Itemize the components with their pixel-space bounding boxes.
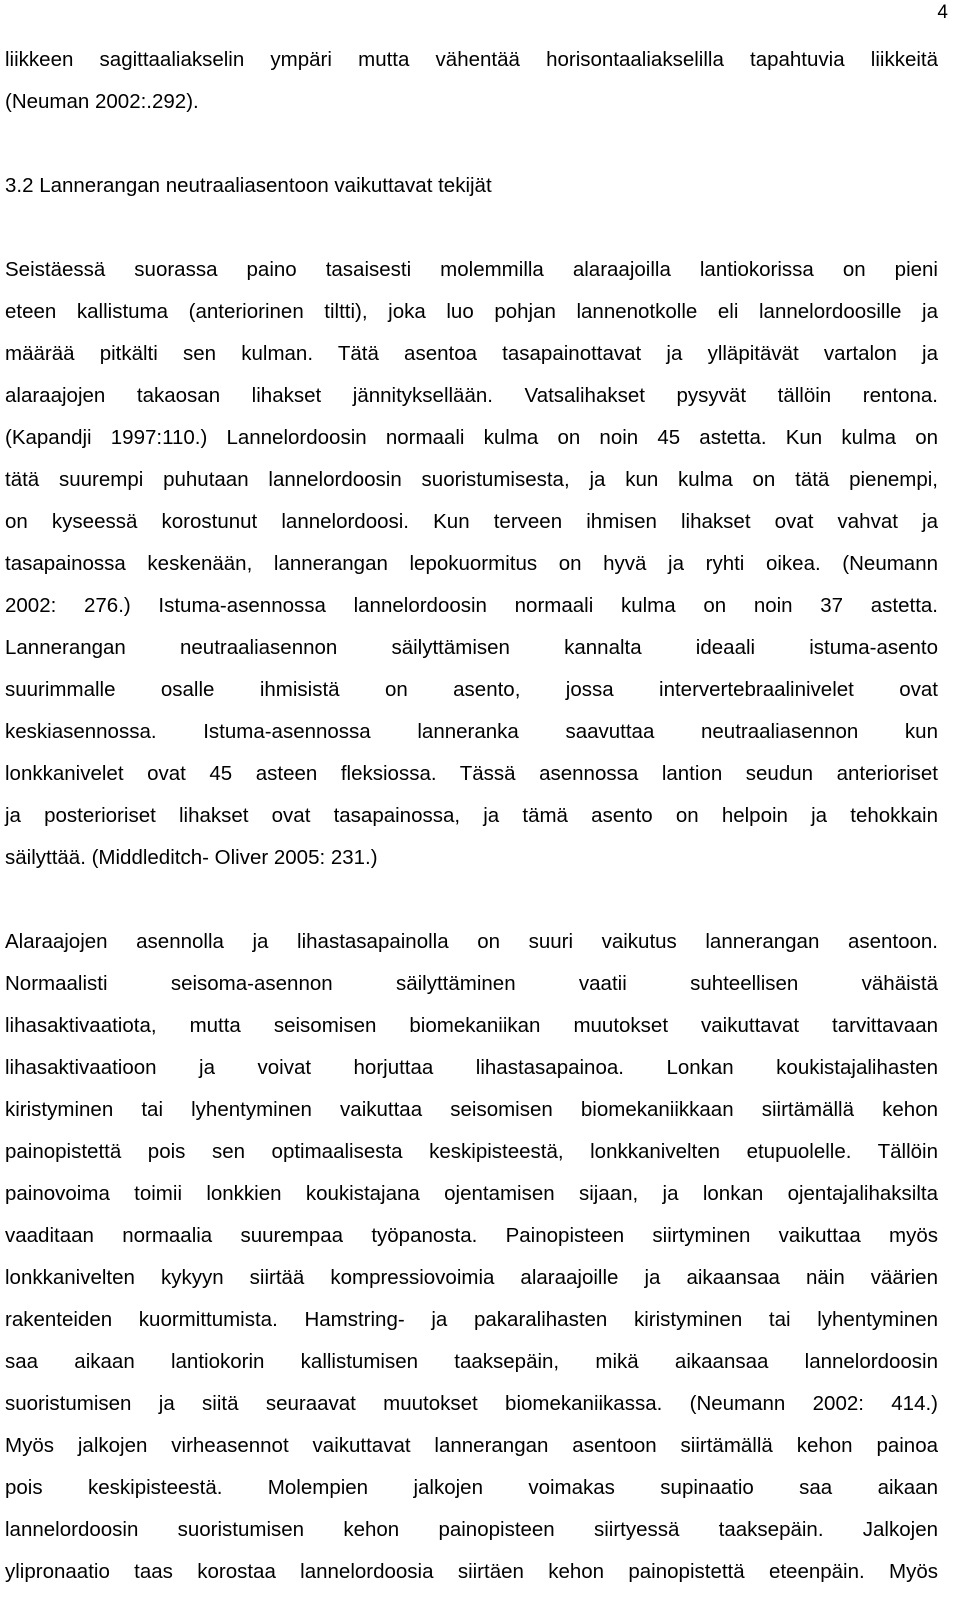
- text-line: 2002: 276.) Istuma-asennossa lannelordoosin normaali kulma on noin 37 astetta.: [5, 594, 938, 617]
- blank-line: [5, 879, 938, 921]
- text-line: suoristumisen ja siitä seuraavat muutokset biomekaniikassa. (Neumann 2002: 414.): [5, 1392, 938, 1415]
- text-line: (Kapandji 1997:110.) Lannelordoosin normaali kulma on noin 45 astetta. Kun kulma on: [5, 426, 938, 449]
- text-line: Lannerangan neutraaliasennon säilyttämisen kannalta ideaali istuma-asento: [5, 636, 938, 659]
- page-number: 4: [937, 2, 948, 23]
- text-line: lihasaktivaatioon ja voivat horjuttaa lihastasapainoa. Lonkan koukistajalihasten: [5, 1056, 938, 1079]
- text-line: Normaalisti seisoma-asennon säilyttäminen vaatii suhteellisen vähäistä: [5, 972, 938, 995]
- text-line: säilyttää. (Middleditch- Oliver 2005: 231.): [5, 846, 378, 869]
- text-line: pois keskipisteestä. Molempien jalkojen voimakas supinaatio saa aikaan: [5, 1476, 938, 1499]
- text-line: eteen kallistuma (anteriorinen tiltti), joka luo pohjan lannenotkolle eli lannelordoosille ja: [5, 300, 938, 323]
- text-line: painovoima toimii lonkkien koukistajana ojentamisen sijaan, ja lonkan ojentajalihaksilta: [5, 1182, 938, 1205]
- text-line: alaraajojen takaosan lihakset jännityksellään. Vatsalihakset pysyvät tällöin rentona.: [5, 384, 938, 407]
- text-line: painopistettä pois sen optimaalisesta keskipisteestä, lonkkanivelten etupuolelle. Tällöin: [5, 1140, 938, 1163]
- text-line: kiristyminen tai lyhentyminen vaikuttaa seisomisen biomekaniikkaan siirtämällä kehon: [5, 1098, 938, 1121]
- text-line: rakenteiden kuormittumista. Hamstring- ja pakaralihasten kiristyminen tai lyhentyminen: [5, 1308, 938, 1331]
- text-line: lihasaktivaatiota, mutta seisomisen biomekaniikan muutokset vaikuttavat tarvittavaan: [5, 1014, 938, 1037]
- text-line: (Neuman 2002:.292).: [5, 90, 199, 113]
- paragraph-1: [5, 249, 938, 879]
- text-line: vaaditaan normaalia suurempaa työpanosta. Painopisteen siirtyminen vaikuttaa myös: [5, 1224, 938, 1247]
- blank-line: [5, 123, 938, 165]
- text-line: tasapainossa keskenään, lannerangan lepokuormitus on hyvä ja ryhti oikea. (Neumann: [5, 552, 938, 575]
- section-heading: 3.2 Lannerangan neutraaliasentoon vaikuttavat tekijät: [5, 174, 492, 197]
- text-line: ja posterioriset lihakset ovat tasapainossa, ja tämä asento on helpoin ja tehokkain: [5, 804, 938, 827]
- text-line: liikkeen sagittaaliakselin ympäri mutta vähentää horisontaaliakselilla tapahtuvia liikkeitä: [5, 48, 938, 71]
- paragraph-2: [5, 921, 938, 1593]
- text-line: lonkkanivelten kykyyn siirtää kompressiovoimia alaraajoille ja aikaansaa näin väärien: [5, 1266, 938, 1289]
- text-line: tätä suurempi puhutaan lannelordoosin suoristumisesta, ja kun kulma on tätä pienempi,: [5, 468, 938, 491]
- text-line: lonkkanivelet ovat 45 asteen fleksiossa. Tässä asennossa lantion seudun anterioriset: [5, 762, 938, 785]
- text-line: suurimmalle osalle ihmisistä on asento, jossa intervertebraalinivelet ovat: [5, 678, 938, 701]
- text-line: Seistäessä suorassa paino tasaisesti molemmilla alaraajoilla lantiokorissa on pieni: [5, 258, 938, 281]
- blank-line: [5, 207, 938, 249]
- text-line: lannelordoosin suoristumisen kehon painopisteen siirtyessä taaksepäin. Jalkojen: [5, 1518, 938, 1541]
- document-body: [5, 39, 938, 1593]
- text-line: saa aikaan lantiokorin kallistumisen taaksepäin, mikä aikaansaa lannelordoosin: [5, 1350, 938, 1373]
- text-line: keskiasennossa. Istuma-asennossa lanneranka saavuttaa neutraaliasennon kun: [5, 720, 938, 743]
- text-line: Alaraajojen asennolla ja lihastasapainolla on suuri vaikutus lannerangan asentoon.: [5, 930, 938, 953]
- text-line: on kyseessä korostunut lannelordoosi. Kun terveen ihmisen lihakset ovat vahvat ja: [5, 510, 938, 533]
- text-line: Myös jalkojen virheasennot vaikuttavat lannerangan asentoon siirtämällä kehon painoa: [5, 1434, 938, 1457]
- text-line: määrää pitkälti sen kulman. Tätä asentoa tasapainottavat ja ylläpitävät vartalon ja: [5, 342, 938, 365]
- text-line: ylipronaatio taas korostaa lannelordoosia siirtäen kehon painopistettä eteenpäin. Myös: [5, 1560, 938, 1583]
